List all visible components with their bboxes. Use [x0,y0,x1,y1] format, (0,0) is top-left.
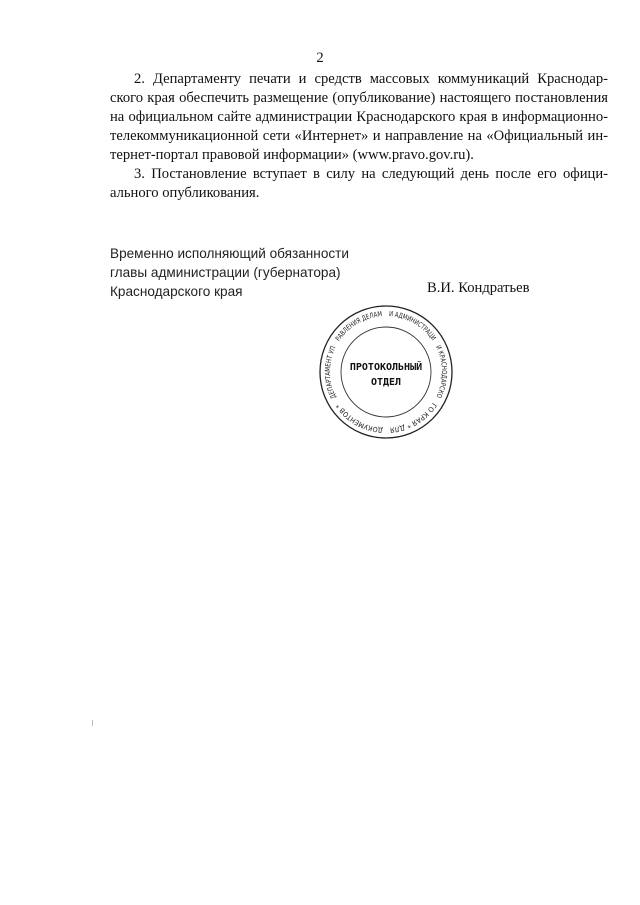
scan-artifact [92,720,93,726]
text-line: телекоммуникационной сети «Интернет» и направление на «Официальный ин- [110,128,608,144]
stamp-ring-text-segment: РАВЛЕНИЯ ДЕЛАМ [334,309,384,343]
text-line: 2. Департаменту печати и средств массовых коммуникаций Краснодар- [134,71,608,87]
signatory-position-line: Краснодарского края [110,284,243,299]
text-line: на официальном сайте администрации Краснодарского края в информационно- [110,109,608,125]
text-line: 3. Постановление вступает в силу на следующий день после его офици- [134,166,608,182]
text-line: ского края обеспечить размещение (опубликование) настоящего постановления [110,90,608,106]
signatory-position-line: Временно исполняющий обязанности [110,246,349,261]
stamp-ring-text-segment: И КРАСНОДАРСКО [433,344,449,401]
stamp-center-line: ОТДЕЛ [370,377,402,388]
stamp-ring-text-segment: ДОКУМЕНТОВ * [334,401,384,434]
text-line: тернет-портал правовой информации» (www.pravo.gov.ru). [110,147,474,163]
stamp-ring-text-segment: ГО КРАЯ * ДЛЯ [389,401,438,434]
signatory-position-line: главы администрации (губернатора) [110,265,341,280]
page-number: 2 [316,50,324,66]
stamp-center-line: ПРОТОКОЛЬНЫЙ [349,362,423,373]
stamp-ring-text-segment: И АДМИНИСТРАЦИ [388,310,439,344]
signatory-name: В.И. Кондратьев [427,280,530,296]
text-line: ального опубликования. [110,185,260,201]
stamp-ring-text-segment: ДЕПАРТАМЕНТ УП [323,343,338,400]
official-stamp [318,304,454,440]
